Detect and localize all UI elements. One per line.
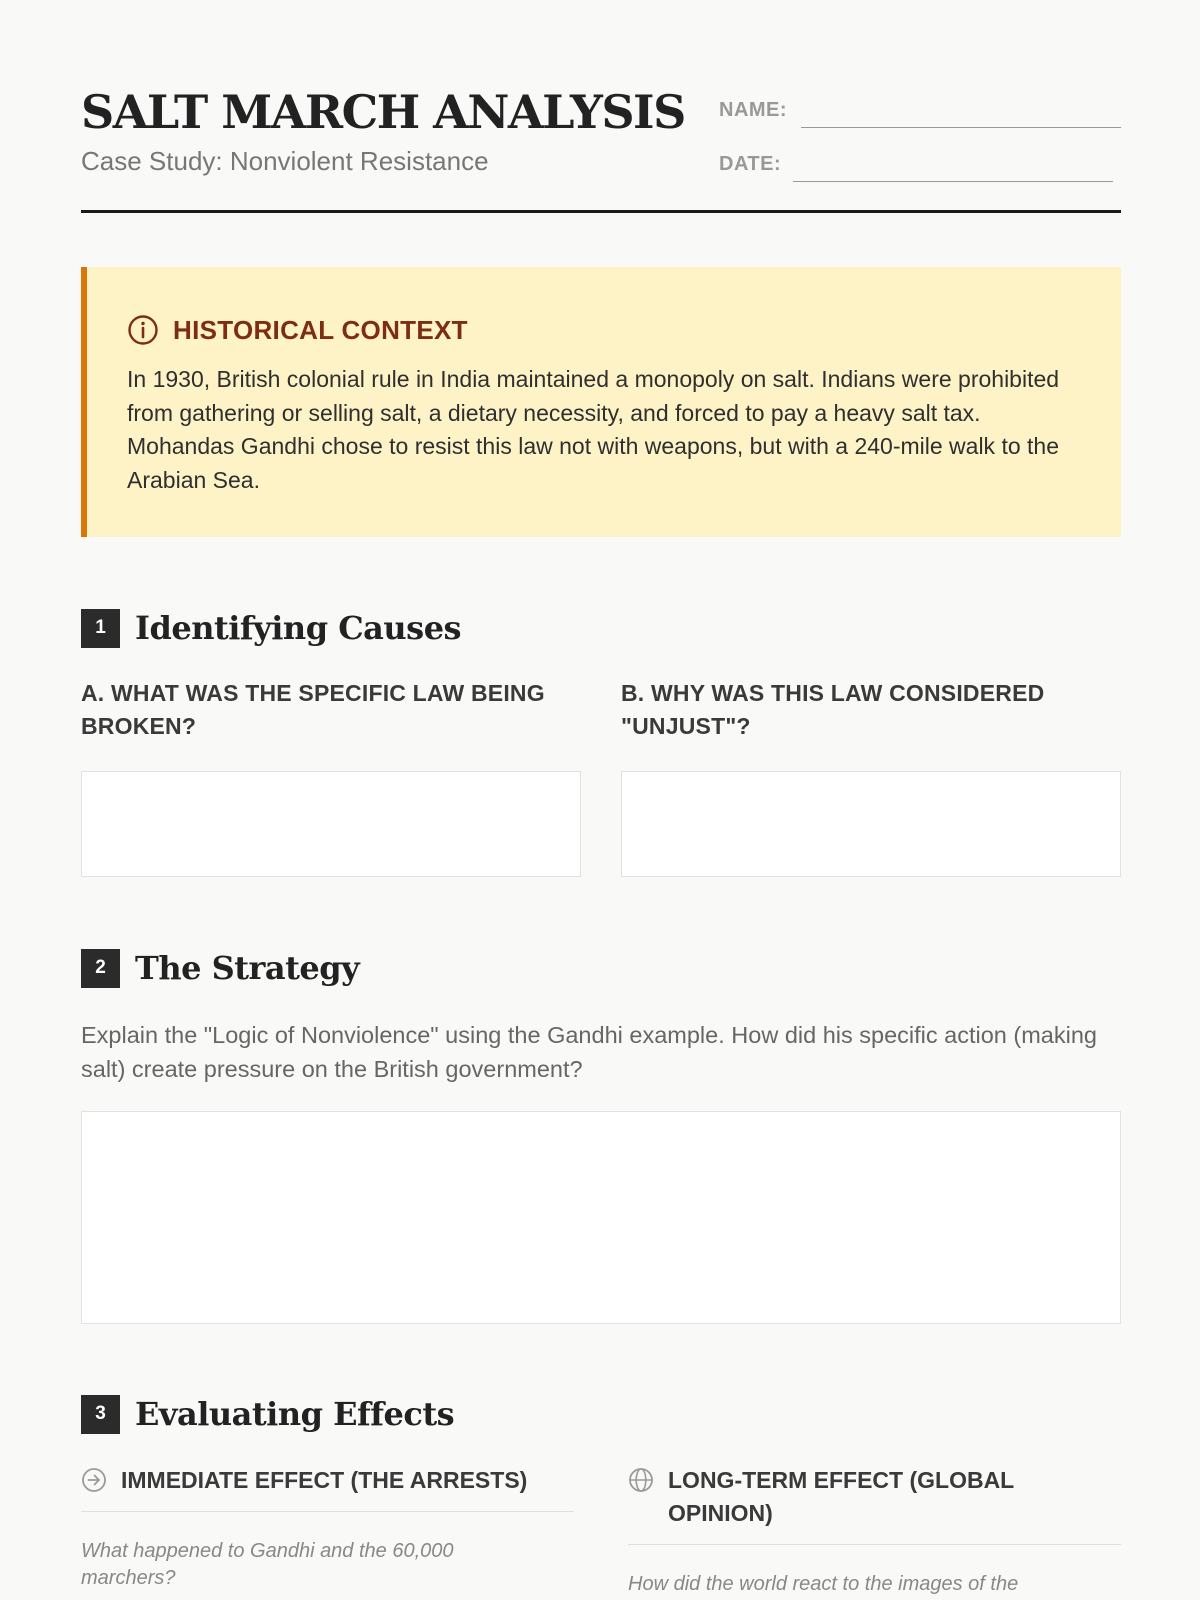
long-term-effect-divider (628, 1544, 1121, 1545)
strategy-prompt: Explain the "Logic of Nonviolence" using the Gandhi example. How did his specific action (making salt) create pressure on the British government? (81, 1022, 1097, 1082)
globe-icon (628, 1467, 654, 1493)
worksheet-header (81, 86, 1121, 214)
context-heading (127, 313, 468, 347)
section-number-badge: 3 (81, 1395, 120, 1434)
context-body: In 1930, British colonial rule in India maintained a monopoly on salt. Indians were prohibited from gathering or selling salt, a dietary necessity, and forced to pay a heavy salt tax. Mohandas Gandhi chose to resist this law not with weapons, but with a 240-mile walk to the Arabian Sea. (127, 366, 1060, 493)
info-circle-icon (127, 314, 159, 346)
section-number-badge: 1 (81, 609, 120, 648)
section-title: Identifying Causes (135, 609, 462, 647)
section-number-badge: 2 (81, 949, 120, 988)
immediate-effect-divider (81, 1511, 574, 1512)
immediate-effect-heading (81, 1464, 581, 1497)
date-field[interactable] (793, 181, 1113, 182)
header-divider (81, 210, 1121, 213)
question-a-answer-box[interactable] (81, 771, 581, 877)
question-b-answer-box[interactable] (621, 771, 1121, 877)
section-title: The Strategy (135, 949, 360, 987)
strategy-answer-box[interactable] (81, 1111, 1121, 1324)
section-1-heading (81, 608, 461, 648)
long-term-effect-heading (628, 1464, 1121, 1530)
immediate-effect-title: IMMEDIATE EFFECT (THE ARRESTS) (121, 1467, 528, 1493)
section-title: Evaluating Effects (135, 1395, 455, 1433)
section-2-heading (81, 948, 359, 988)
page-title: SALT MARCH ANALYSIS (81, 85, 685, 139)
section-3-heading (81, 1394, 454, 1434)
long-term-effect-title: LONG-TERM EFFECT (GLOBAL OPINION) (668, 1467, 1014, 1526)
historical-context-box (81, 267, 1121, 537)
arrow-right-circle-icon (81, 1467, 107, 1493)
immediate-effect-question: What happened to Gandhi and the 60,000 marchers? (81, 1540, 454, 1589)
context-title: HISTORICAL CONTEXT (173, 314, 468, 345)
name-field[interactable] (801, 127, 1121, 128)
question-a-label: A. WHAT WAS THE SPECIFIC LAW BEING BROKEN? (81, 680, 545, 739)
question-b-label: B. WHY WAS THIS LAW CONSIDERED "UNJUST"? (621, 680, 1045, 739)
name-label: NAME: (719, 99, 788, 121)
long-term-effect-question: How did the world react to the images of the (628, 1573, 1019, 1595)
date-label: DATE: (719, 153, 782, 175)
page-subtitle: Case Study: Nonviolent Resistance (81, 146, 489, 176)
